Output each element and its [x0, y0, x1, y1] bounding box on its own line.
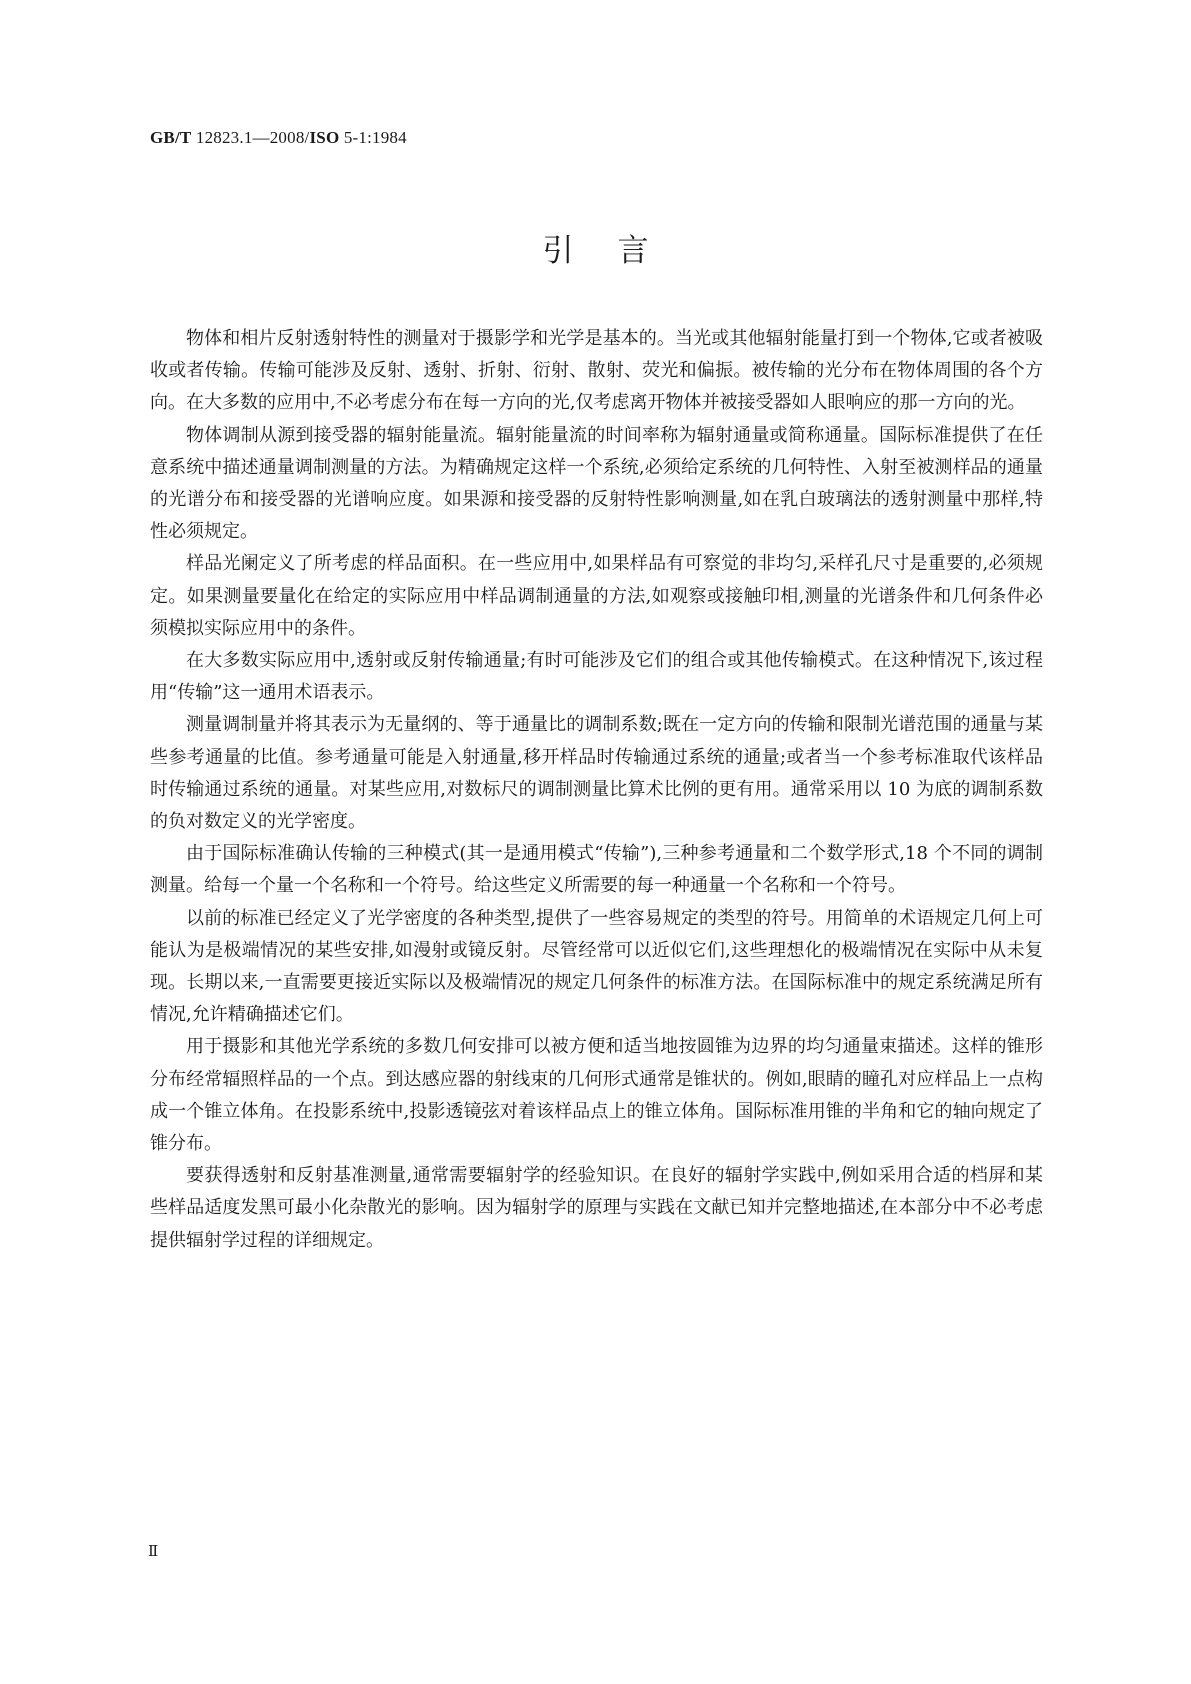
standard-number: 12823.1—2008/ [191, 128, 310, 147]
introduction-body [150, 323, 1043, 1257]
paragraph-6: 由于国际标准确认传输的三种模式(其一是通用模式“传输”),三种参考通量和二个数学形式,18 个不同的调制测量。给每一个量一个名称和一个符号。给这些定义所需要的每一种通量一个名称和一个符号。 [150, 843, 1043, 897]
iso-number: 5-1:1984 [339, 128, 407, 147]
paragraph-1: 物体和相片反射透射特性的测量对于摄影学和光学是基本的。当光或其他辐射能量打到一个物体,它或者被吸收或者传输。传输可能涉及反射、透射、折射、衍射、散射、荧光和偏振。被传输的光分布在物体周围的各个方向。在大多数的应用中,不必考虑分布在每一方向的光,仅考虑离开物体并被接受器如人眼响应的那一方向的光。 [150, 328, 1043, 414]
standard-prefix: GB/T [150, 128, 192, 147]
paragraph-2: 物体调制从源到接受器的辐射能量流。辐射能量流的时间率称为辐射通量或简称通量。国际标准提供了在任意系统中描述通量调制测量的方法。为精确规定这样一个系统,必须给定系统的几何特性、入射至被测样品的通量的光谱分布和接受器的光谱响应度。如果源和接受器的反射特性影响测量,如在乳白玻璃法的透射测量中那样,特性必须规定。 [150, 424, 1043, 543]
paragraph-7: 以前的标准已经定义了光学密度的各种类型,提供了一些容易规定的类型的符号。用简单的术语规定几何上可能认为是极端情况的某些安排,如漫射或镜反射。尽管经常可以近似它们,这些理想化的极端情况在实际中从未复现。长期以来,一直需要更接近实际以及极端情况的规定几何条件的标准方法。在国际标准中的规定系统满足所有情况,允许精确描述它们。 [150, 907, 1043, 1026]
paragraph-5: 测量调制量并将其表示为无量纲的、等于通量比的调制系数;既在一定方向的传输和限制光谱范围的通量与某些参考通量的比值。参考通量可能是入射通量,移开样品时传输通过系统的通量;或者当一个参考标准取代该样品时传输通过系统的通量。对某些应用,对数标尺的调制测量比算术比例的更有用。通常采用以 10 为底的调制系数的负对数定义的光学密度。 [150, 714, 1043, 833]
page-title: 引言 [542, 233, 693, 269]
paragraph-3: 样品光阑定义了所考虑的样品面积。在一些应用中,如果样品有可察觉的非均匀,采样孔尺寸是重要的,必须规定。如果测量要量化在给定的实际应用中样品调制通量的方法,如观察或接触印相,测量的光谱条件和几何条件必须模拟实际应用中的条件。 [150, 553, 1043, 639]
standard-header [150, 128, 407, 148]
paragraph-4: 在大多数实际应用中,透射或反射传输通量;有时可能涉及它们的组合或其他传输模式。在这种情况下,该过程用“传输”这一通用术语表示。 [150, 650, 1043, 704]
paragraph-9: 要获得透射和反射基准测量,通常需要辐射学的经验知识。在良好的辐射学实践中,例如采用合适的档屏和某些样品适度发黑可最小化杂散光的影响。因为辐射学的原理与实践在文献已知并完整地描述,在本部分中不必考虑提供辐射学过程的详细规定。 [150, 1165, 1043, 1251]
paragraph-8: 用于摄影和其他光学系统的多数几何安排可以被方便和适当地按圆锥为边界的均匀通量束描述。这样的锥形分布经常辐照样品的一个点。到达感应器的射线束的几何形式通常是锥状的。例如,眼睛的瞳孔对应样品上一点构成一个锥立体角。在投影系统中,投影透镜弦对着该样品点上的锥立体角。国际标准用锥的半角和它的轴向规定了锥分布。 [150, 1036, 1043, 1155]
page-number: Ⅱ [148, 1544, 159, 1560]
iso-prefix: ISO [309, 128, 340, 147]
